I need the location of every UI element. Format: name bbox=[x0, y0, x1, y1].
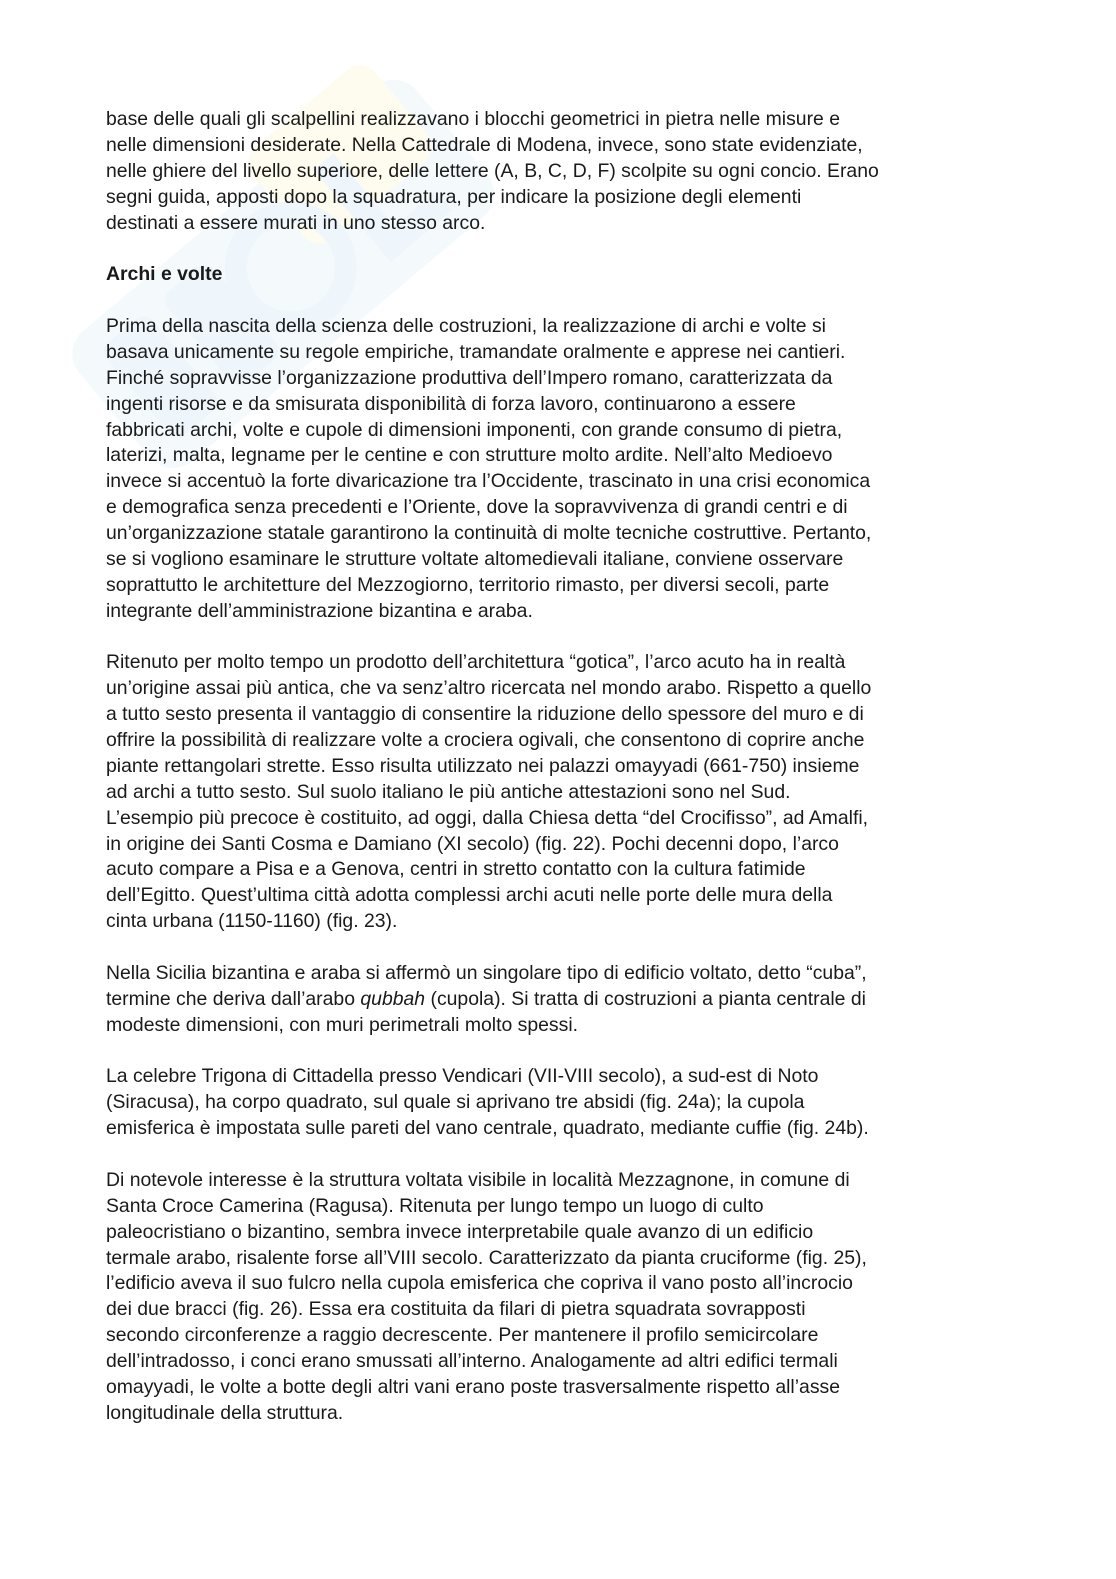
paragraph bbox=[106, 314, 1016, 625]
text-line: paleocristiano o bizantino, sembra invece interpretabile quale avanzo di un edificio bbox=[106, 1220, 814, 1243]
text-line: longitudinale della struttura. bbox=[106, 1401, 344, 1424]
text-line: Di notevole interesse è la struttura voltata visibile in località Mezzagnone, in comune di bbox=[106, 1168, 850, 1191]
text-line: l’edificio aveva il suo fulcro nella cupola emisferica che copriva il vano posto all’incrocio bbox=[106, 1272, 853, 1295]
paragraph bbox=[106, 1168, 1016, 1427]
document-body bbox=[106, 107, 1016, 1427]
paragraph bbox=[106, 1064, 1016, 1142]
text-line: base delle quali gli scalpellini realizzavano i blocchi geometrici in pietra nelle misure e bbox=[106, 108, 840, 130]
text-line: L’esempio più precoce è costituito, ad oggi, dalla Chiesa detta “del Crocifisso”, ad Amalfi, bbox=[106, 806, 869, 829]
text-line: basava unicamente su regole empiriche, tramandate oralmente e apprese nei cantieri. bbox=[106, 340, 846, 363]
text-line: dell’Egitto. Quest’ultima città adotta complessi archi acuti nelle porte delle mura della bbox=[106, 884, 833, 907]
text-line: ad archi a tutto sesto. Sul suolo italiano le più antiche attestazioni sono nel Sud. bbox=[106, 780, 791, 803]
text-line: fabbricati archi, volte e cupole di dimensioni imponenti, con grande consumo di pietra, bbox=[106, 418, 843, 441]
text-line: e demografica senza precedenti e l’Oriente, dove la sopravvivenza di grandi centri e di bbox=[106, 496, 848, 519]
text-line: nelle ghiere del livello superiore, delle lettere (A, B, C, D, F) scolpite su ogni concio. Erano bbox=[106, 159, 879, 182]
text-line: Santa Croce Camerina (Ragusa). Ritenuta per lungo tempo un luogo di culto bbox=[106, 1194, 764, 1217]
text-line: dei due bracci (fig. 26). Essa era costituita da filari di pietra squadrata sovrapposti bbox=[106, 1298, 806, 1321]
text-line: soprattutto le architetture del Mezzogiorno, territorio rimasto, per diversi secoli, parte bbox=[106, 573, 830, 596]
text-line: nelle dimensioni desiderate. Nella Cattedrale di Modena, invece, sono state evidenziate, bbox=[106, 133, 863, 156]
text-line: integrante dell’amministrazione bizantina e araba. bbox=[106, 599, 533, 622]
text-line: secondo circonferenze a raggio decrescente. Per mantenere il profilo semicircolare bbox=[106, 1324, 819, 1347]
text-line: un’origine assai più antica, che va senz’altro ricercata nel mondo arabo. Rispetto a quello bbox=[106, 677, 872, 700]
italic-term: qubbah bbox=[360, 987, 426, 1010]
section-heading: Archi e volte bbox=[106, 263, 223, 286]
text-line: emisferica è impostata sulle pareti del vano centrale, quadrato, mediante cuffie (fig. 24b). bbox=[106, 1117, 869, 1140]
text-line: (Siracusa), ha corpo quadrato, sul quale si aprivano tre absidi (fig. 24a); la cupola bbox=[106, 1091, 805, 1114]
text-line: segni guida, apposti dopo la squadratura, per indicare la posizione degli elementi bbox=[106, 185, 802, 208]
text-line: laterizi, malta, legname per le centine e con strutture molto ardite. Nell’alto Medioevo bbox=[106, 444, 833, 467]
text-line: offrire la possibilità di realizzare volte a crociera ogivali, che consentono di coprire anche bbox=[106, 729, 865, 751]
text-line: acuto compare a Pisa e a Genova, centri in stretto contatto con la cultura fatimide bbox=[106, 858, 806, 881]
text-line: a tutto sesto presenta il vantaggio di consentire la riduzione dello spessore del muro e di bbox=[106, 703, 864, 726]
text-line: ingenti risorse e da smisurata disponibilità di forza lavoro, continuarono a essere bbox=[106, 392, 796, 415]
text-line: La celebre Trigona di Cittadella presso Vendicari (VII-VIII secolo), a sud-est di Noto bbox=[106, 1065, 819, 1088]
text-span: termine che deriva dall’arabo bbox=[106, 987, 361, 1010]
text-line: modeste dimensioni, con muri perimetrali molto spessi. bbox=[106, 1013, 579, 1036]
text-line: Nella Sicilia bizantina e araba si affermò un singolare tipo di edificio voltato, detto “cuba”, bbox=[106, 961, 867, 984]
text-line: Ritenuto per molto tempo un prodotto dell’architettura “gotica”, l’arco acuto ha in realtà bbox=[106, 651, 846, 674]
text-line: se si vogliono esaminare le strutture voltate altomedievali italiane, conviene osservare bbox=[106, 547, 844, 570]
text-line: termale arabo, risalente forse all’VIII secolo. Caratterizzato da pianta cruciforme (fig. 25), bbox=[106, 1246, 867, 1269]
paragraph bbox=[106, 961, 1016, 1039]
text-line: piante rettangolari strette. Esso risulta utilizzato nei palazzi omayyadi (661-750) insieme bbox=[106, 754, 860, 777]
paragraph bbox=[106, 107, 1016, 236]
text-line: Finché sopravvisse l’organizzazione produttiva dell’Impero romano, caratterizzata da bbox=[106, 366, 833, 389]
text-line: invece si accentuò la forte divaricazione tra l’Occidente, trascinato in una crisi economica bbox=[106, 470, 871, 493]
text-line bbox=[106, 987, 1016, 1013]
text-line: in origine dei Santi Cosma e Damiano (XI secolo) (fig. 22). Pochi decenni dopo, l’arco bbox=[106, 832, 839, 855]
text-line: dell’intradosso, i conci erano smussati all’interno. Analogamente ad altri edifici termali bbox=[106, 1350, 838, 1372]
text-line: destinati a essere murati in uno stesso arco. bbox=[106, 211, 486, 234]
text-span: (cupola). Si tratta di costruzioni a pianta centrale di bbox=[425, 987, 866, 1010]
text-line: cinta urbana (1150-1160) (fig. 23). bbox=[106, 910, 398, 933]
text-line: omayyadi, le volte a botte degli altri vani erano poste trasversalmente rispetto all’asse bbox=[106, 1375, 840, 1398]
paragraph bbox=[106, 650, 1016, 935]
text-line: Prima della nascita della scienza delle costruzioni, la realizzazione di archi e volte si bbox=[106, 315, 826, 337]
text-line: un’organizzazione statale garantirono la continuità di molte tecniche costruttive. Pertanto, bbox=[106, 522, 872, 544]
